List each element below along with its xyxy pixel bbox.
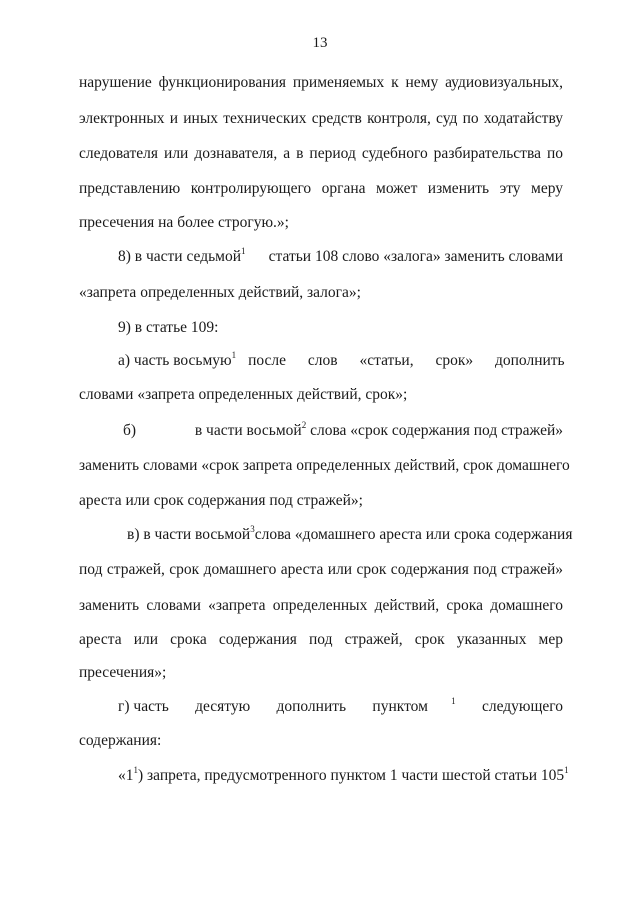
item-b-line (123, 422, 563, 440)
text-fragment: «$1^1$) запрета, предусмотренного пунктом 1 части шестой статьи $105^1$ (118, 765, 569, 784)
text-line: 9) в статье 109: (118, 319, 219, 336)
text-fragment: после слов «статьи, срок» дополнить (248, 352, 565, 369)
text-line: заменить словами «запрета определенных действий, срока домашнего (79, 597, 563, 614)
text-line: заменить словами «срок запрета определенных действий, срок домашнего (79, 457, 570, 474)
superscript: 1 (231, 350, 237, 360)
text-line: представлению контролирующего органа может изменить эту меру (79, 180, 563, 197)
paragraph-8-line (118, 248, 563, 266)
item-v-line (127, 524, 573, 544)
text-line: содержания: (79, 732, 162, 749)
text-fragment: б) (123, 422, 137, 439)
text-line: ареста или срока содержания под стражей, срок указанных мер (79, 631, 563, 648)
page-number: 13 (312, 35, 328, 51)
text-fragment: статьи 108 слово «залога» заменить словами (268, 248, 563, 265)
superscript: 2 (301, 420, 307, 430)
text-fragment: в части восьмой$^2$ слова «срок содержания под стражей» (194, 420, 563, 439)
text-line: следователя или дознавателя, а в период судебного разбирательства по (79, 145, 563, 162)
text-line: ареста или срок содержания под стражей»; (79, 492, 363, 509)
text-line: электронных и иных технических средств контроля, суд по ходатайству (79, 110, 563, 127)
superscript: 1 (133, 765, 138, 775)
text-fragment: а) часть восьмую$^1$ (118, 350, 237, 369)
text-fragment: десятую (195, 698, 251, 715)
superscript: 3 (250, 524, 255, 534)
superscript: 1 (241, 246, 246, 256)
text-fragment: пунктом $^1$ (372, 696, 456, 715)
superscript: 1 (564, 765, 569, 775)
text-line: нарушение функционирования применяемых к нему аудиовизуальных, (79, 74, 563, 91)
text-fragment: в) в части восьмой$^3$ (127, 524, 255, 543)
text-fragment: следующего (481, 698, 563, 715)
text-line: «запрета определенных действий, залога»; (79, 284, 361, 301)
text-line: пресечения на более строгую.»; (79, 214, 289, 231)
text-line: под стражей, срок домашнего ареста или срок содержания под стражей» (79, 561, 563, 578)
text-line: словами «запрета определенных действий, срок»; (79, 386, 408, 403)
text-fragment: 8) в части седьмой$^1$ (118, 246, 246, 265)
item-g-line (118, 698, 563, 716)
sub-item-line (118, 765, 569, 785)
superscript: 1 (451, 696, 456, 706)
text-line: пресечения»; (79, 664, 167, 681)
text-fragment: слова «домашнего ареста или срока содержания (254, 526, 573, 543)
item-a-line (118, 352, 563, 370)
text-fragment: г) часть (118, 698, 169, 715)
text-fragment: дополнить (276, 698, 347, 715)
